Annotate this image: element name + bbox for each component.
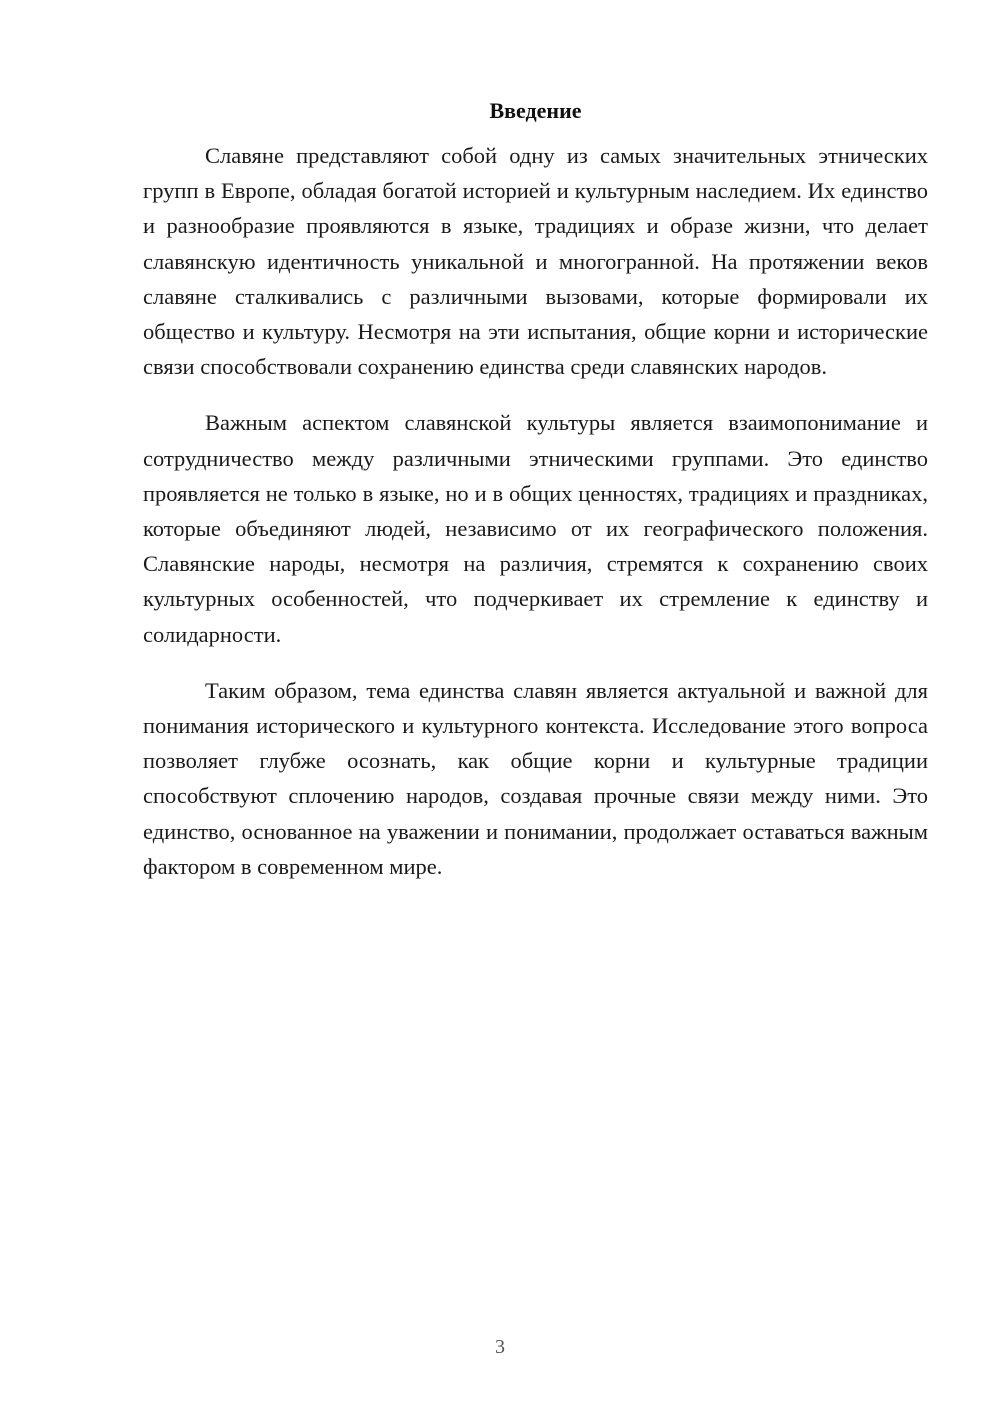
page-title: Введение [489, 98, 582, 123]
paragraph-1: Славяне представляют собой одну из самых значительных этнических групп в Европе, обладая богатой историей и культурным наследием. Их единство и разнообразие проявляются в языке, традициях и образе жизни, что делает славянскую идентичность уникальной и многогранной. На протяжении веков славяне сталкивались с различными вызовами, которые формировали их общество и культуру. Несмотря на эти испытания, общие корни и исторические связи способствовали сохранению единства среди славянских народов. [143, 143, 928, 380]
paragraph-3: Таким образом, тема единства славян является актуальной и важной для понимания исторического и культурного контекста. Исследование этого вопроса позволяет глубже осознать, как общие корни и культурные традиции способствуют сплочению народов, создавая прочные связи между ними. Это единство, основанное на уважении и понимании, продолжает оставаться важным фактором в современном мире. [143, 677, 928, 879]
paragraph-2: Важным аспектом славянской культуры является взаимопонимание и сотрудничество между различными этническими группами. Это единство проявляется не только в языке, но и в общих ценностях, традициях и праздниках, которые объединяют людей, независимо от их географического положения. Славянские народы, несмотря на различия, стремятся к сохранению своих культурных особенностей, что подчеркивает их стремление к единству и солидарности. [143, 410, 928, 647]
page-content [143, 94, 928, 884]
page-number: 3 [495, 1336, 505, 1358]
